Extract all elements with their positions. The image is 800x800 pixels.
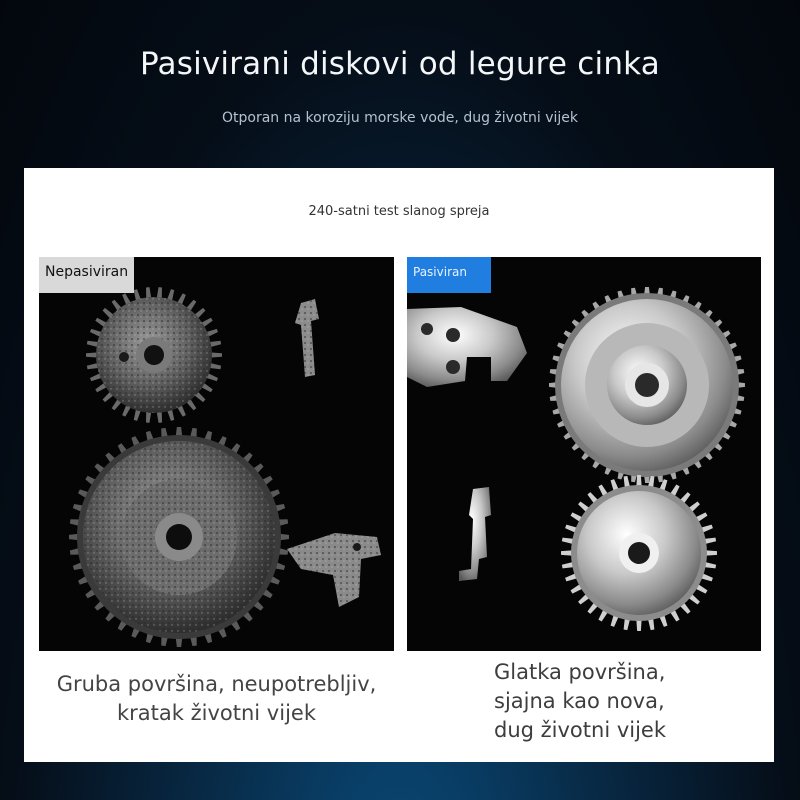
shiny-link-part xyxy=(459,487,491,581)
corroded-link-part xyxy=(295,299,319,377)
page-subtitle: Otporan na koroziju morske vode, dug životni vijek xyxy=(221,110,578,126)
shiny-bracket-part xyxy=(407,307,527,387)
corroded-gears-illustration xyxy=(39,257,394,651)
passivated-caption-line3: dug životni vijek xyxy=(494,718,667,742)
passivated-photo xyxy=(407,257,761,651)
unpassivated-caption-line1: Gruba površina, neupotrebljiv, xyxy=(56,672,377,696)
shiny-spur-gear xyxy=(561,475,717,631)
corroded-bevel-gear xyxy=(69,427,289,647)
corroded-bracket-part xyxy=(287,533,381,607)
page-title: Pasivirani diskovi od legure cinka xyxy=(140,46,660,82)
shiny-bevel-gear xyxy=(549,287,745,483)
test-label: 240-satni test slanog spreja xyxy=(308,204,490,219)
unpassivated-caption xyxy=(39,670,394,728)
comparison-panel xyxy=(24,168,774,762)
corroded-spur-gear xyxy=(86,287,222,423)
passivated-caption-line1: Glatka površina, xyxy=(494,660,666,684)
shiny-gears-illustration xyxy=(407,257,761,651)
unpassivated-caption-line2: kratak životni vijek xyxy=(117,701,316,725)
passivated-caption xyxy=(494,658,694,745)
passivated-caption-line2: sjajna kao nova, xyxy=(494,689,665,713)
unpassivated-photo xyxy=(39,257,394,651)
unpassivated-tag: Nepasiviran xyxy=(39,257,134,293)
passivated-tag: Pasiviran xyxy=(407,257,491,293)
